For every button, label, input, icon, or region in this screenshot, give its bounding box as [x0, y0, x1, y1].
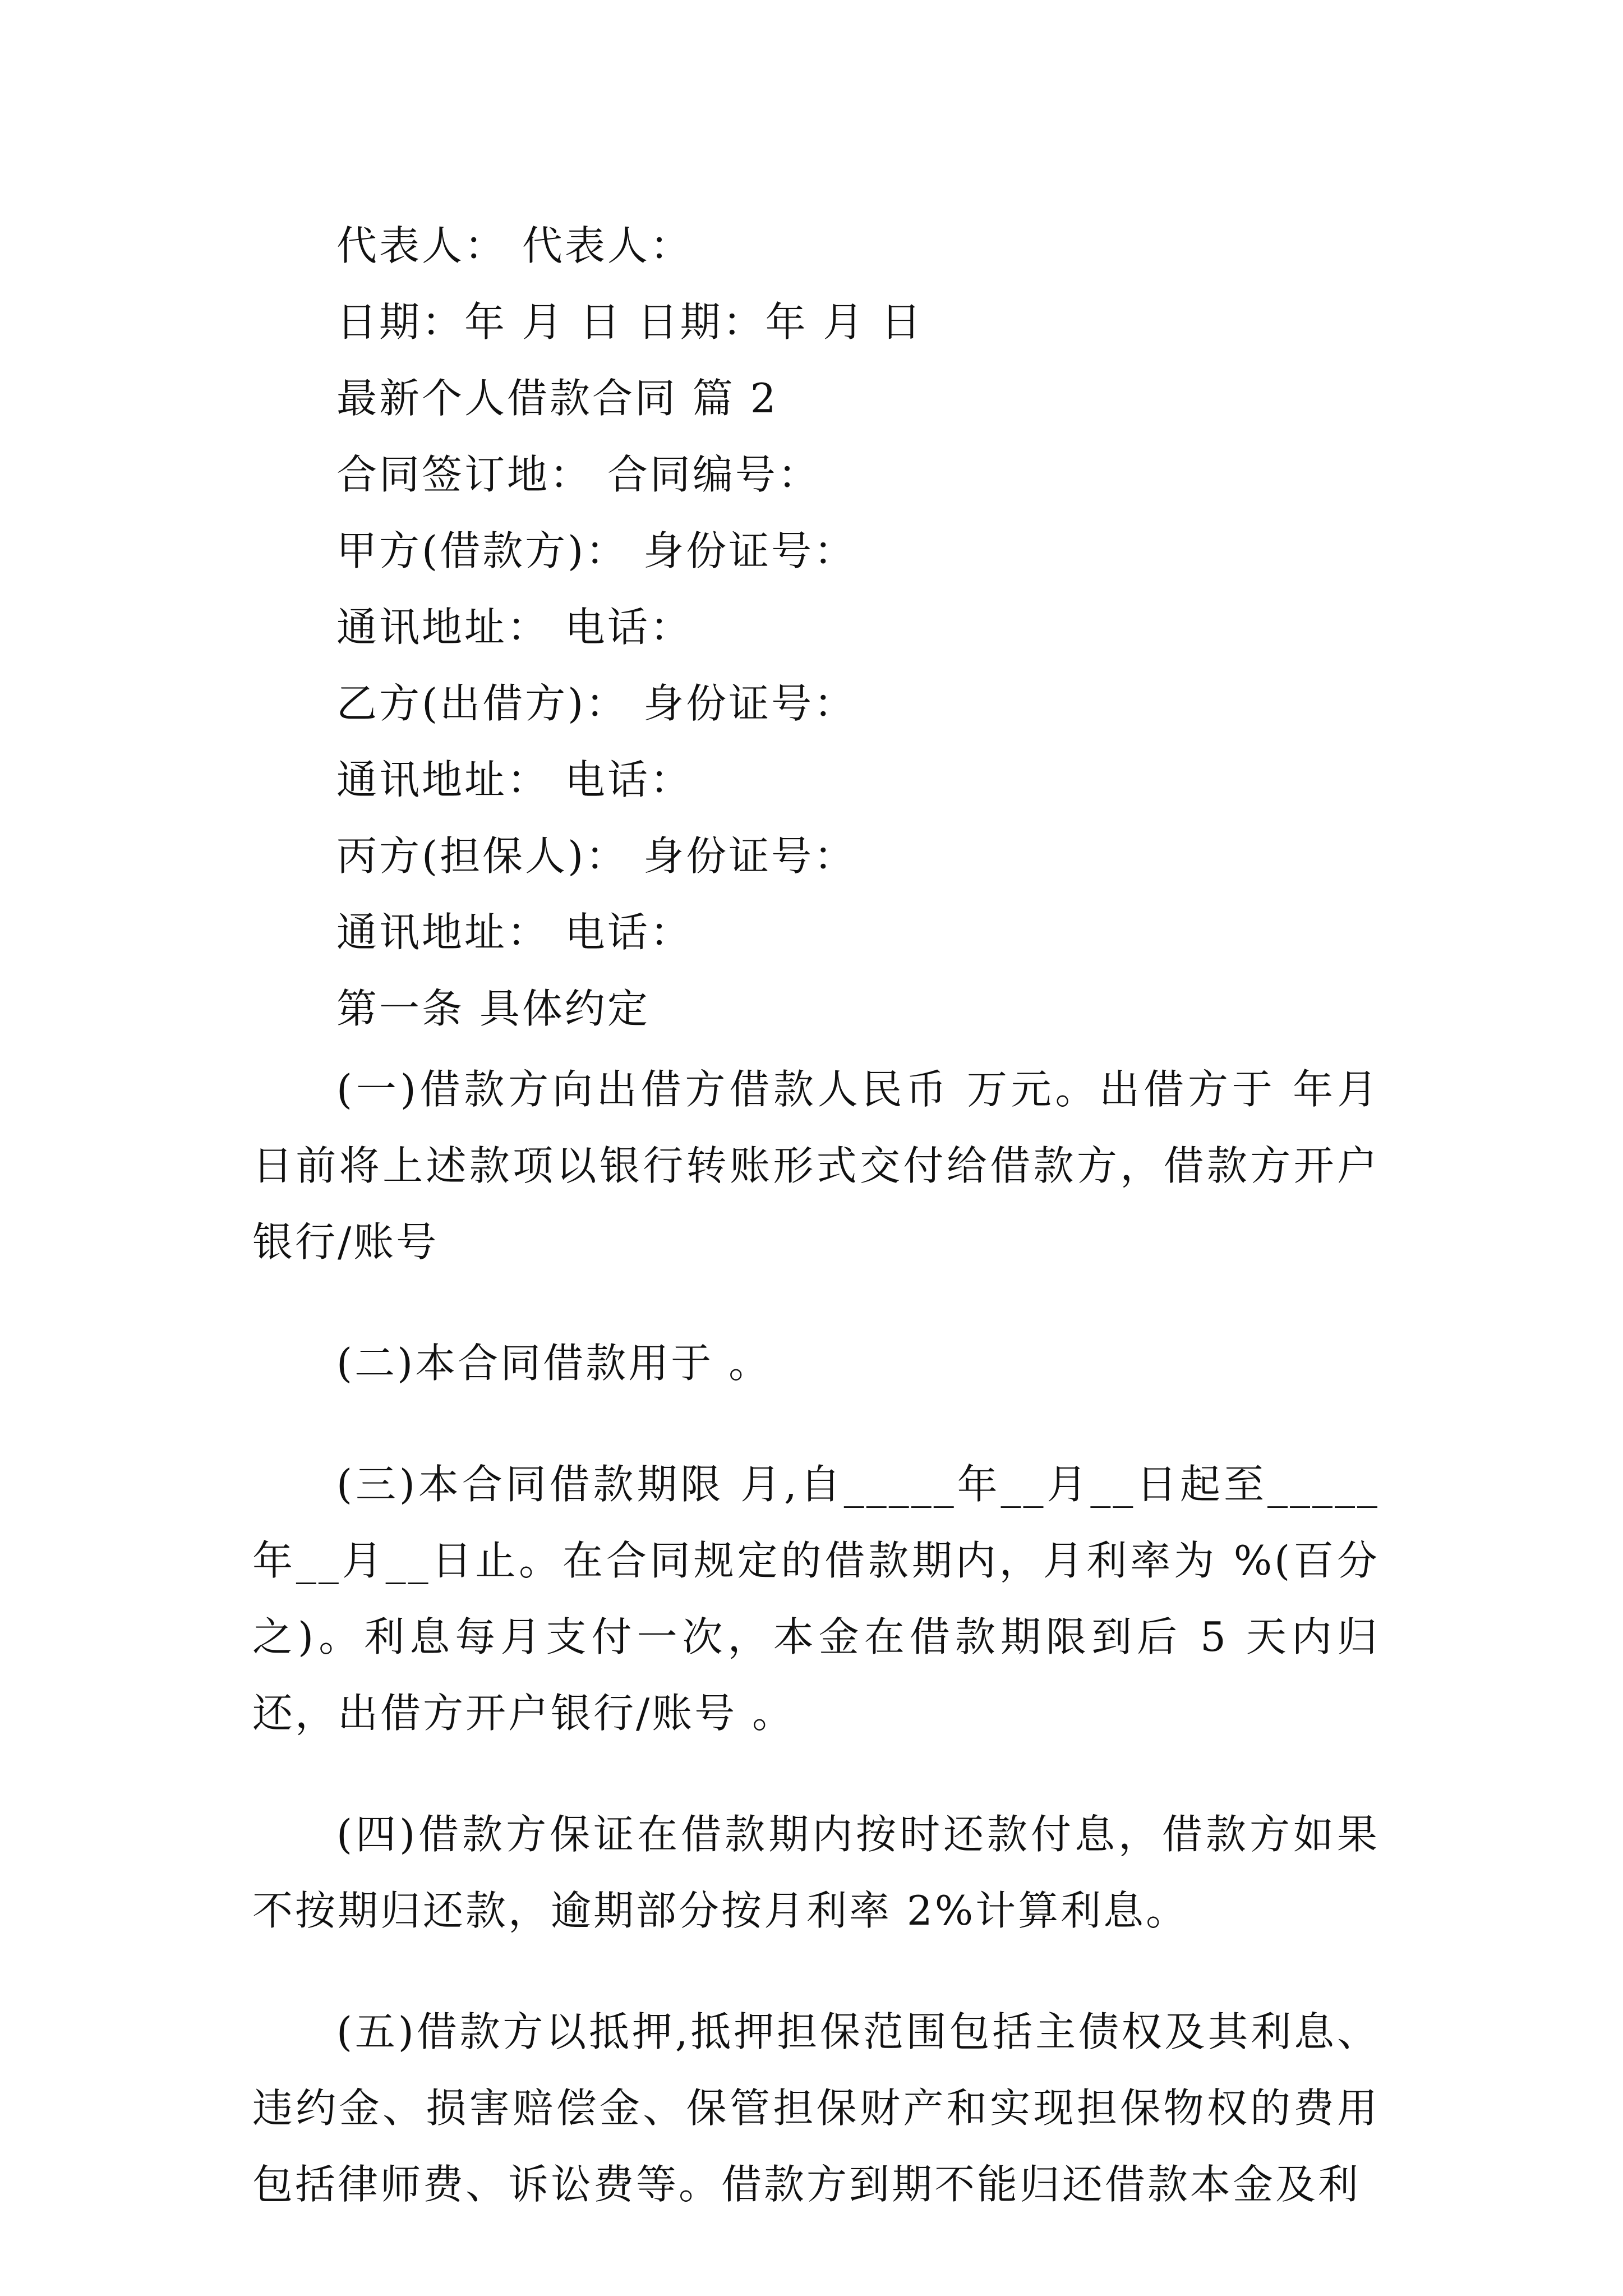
clause-3-paragraph: (三)本合同借款期限 月,自_____年__月__日起至_____年__月__日止。在合同规定的借款期内，月利率为 %(百分之)。利息每月支付一次，本金在借款期限到后 5 天内归还，出借方开户银行/账号 。 [252, 1461, 1380, 1737]
spacer [252, 1792, 1380, 1796]
article-one-heading: 第一条 具体约定 [336, 985, 650, 1032]
party-c-line: 丙方(担保人)： 身份证号： [336, 832, 857, 880]
clause-2-paragraph: (二)本合同借款用于 。 [336, 1340, 772, 1387]
contract-section-title: 最新个人借款合同 篇 2 [336, 375, 778, 422]
clause-5-paragraph: (五)借款方以抵押,抵押担保范围包括主债权及其利息、违约金、损害赔偿金、保管担保财产和实现担保物权的费用包括律师费、诉讼费等。借款方到期不能归还借款本金及利 [252, 2008, 1380, 2208]
signature-date-line: 日期：年 月 日 日期：年 月 日 [336, 298, 924, 346]
spacer [252, 1989, 1380, 1994]
spacer [252, 1047, 1380, 1051]
party-a-contact-line: 通讯地址： 电话： [336, 604, 693, 651]
party-a-line: 甲方(借款方)： 身份证号： [336, 527, 857, 574]
party-b-line: 乙方(出借方)： 身份证号： [336, 680, 857, 727]
spacer [252, 1320, 1380, 1325]
signature-representative-line: 代表人： 代表人： [336, 222, 693, 269]
clause-1-paragraph: (一)借款方向出借方借款人民币 万元。出借方于 年月 日前将上述款项以银行转账形式交付给借款方，借款方开户银行/账号 [252, 1066, 1380, 1266]
spacer [252, 1442, 1380, 1446]
document-body [252, 208, 1380, 2263]
party-c-contact-line: 通讯地址： 电话： [336, 909, 693, 956]
clause-4-paragraph: (四)借款方保证在借款期内按时还款付息，借款方如果不按期归还款，逾期部分按月利率 2%计算利息。 [252, 1811, 1380, 1934]
contract-location-number-line: 合同签订地： 合同编号： [336, 451, 820, 498]
party-b-contact-line: 通讯地址： 电话： [336, 756, 693, 803]
